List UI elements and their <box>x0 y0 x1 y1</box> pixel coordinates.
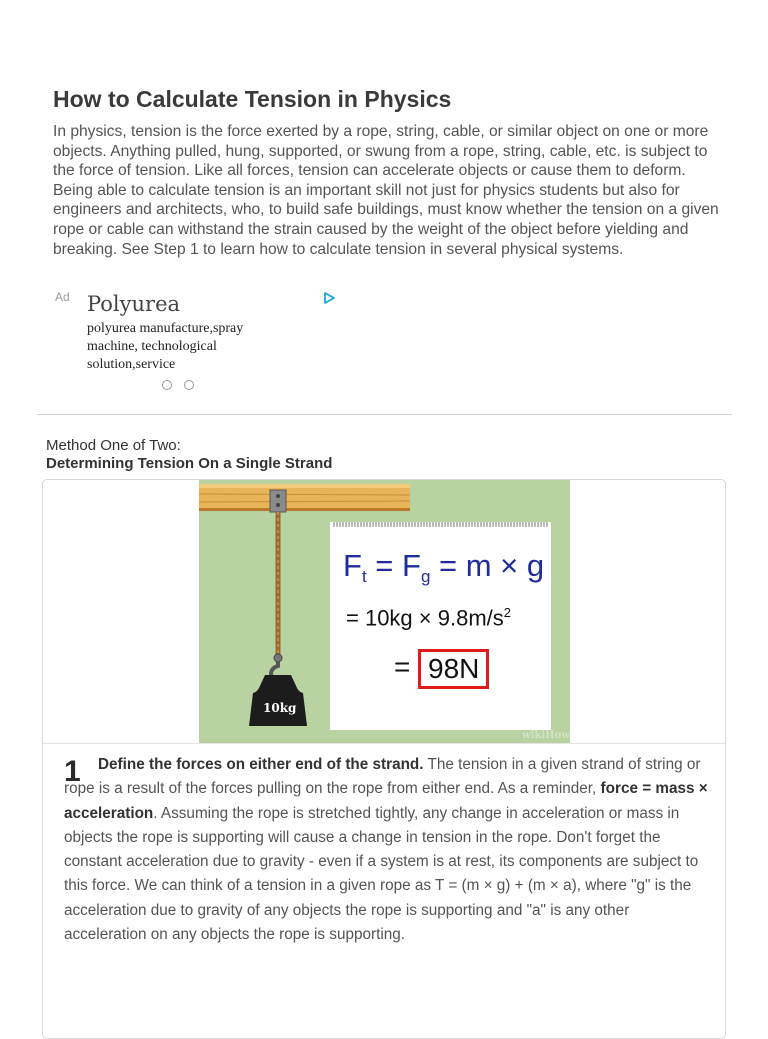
ad-dot[interactable] <box>184 380 194 390</box>
ad-label: Ad <box>55 290 70 304</box>
ad-title[interactable]: Polyurea <box>87 292 181 316</box>
formula-line-3-equals: = <box>394 651 411 682</box>
page-title: How to Calculate Tension in Physics <box>53 86 452 112</box>
wikihow-watermark: wikiHow <box>522 730 570 741</box>
step-text: Define the forces on either end of the strand. The tension in a given strand of string or rope is a result of the forces pulling on the rope from either end. As a reminder, force = mass × acceleration. Assuming the rope is stretched tightly, any change in acceleration or mass in objects the rope is supporting will cause a change in tension in the rope. Don't forget the constant acceleration due to gravity - even if a system is at rest, its components are subject to this force. We can think of a tension in a given rope as T = (m × g) + (m × a), where "g" is the acceleration due to gravity of any objects the rope is supporting and "a" is any other acceleration on any objects the rope is supporting. <box>64 756 708 944</box>
weight-label: 10kg <box>263 701 297 715</box>
formula-answer: 98N <box>418 649 489 689</box>
formula-line-2: = $10kg \times 9.8m/s^2$ <box>346 605 511 631</box>
hook-bracket <box>270 490 286 512</box>
step-bold-inline: force = mass × acceleration <box>64 780 708 822</box>
section-divider <box>37 414 732 415</box>
ad-pagination <box>162 380 194 390</box>
ad-dot[interactable] <box>162 380 172 390</box>
step-illustration[interactable] <box>199 480 570 743</box>
step-bold-lead: Define the forces on either end of the strand. <box>98 756 424 773</box>
formula-line-1: $F_t = F_g = m \times g$ <box>343 548 545 586</box>
method-title: Determining Tension On a Single Strand <box>46 455 333 472</box>
ad-description[interactable]: polyurea manufacture,spray machine, technological solution,service <box>87 321 244 372</box>
step-number: 1 <box>64 755 81 788</box>
intro-paragraph: In physics, tension is the force exerted by a rope, string, cable, or similar object on one or more objects. Anything pulled, hung, supported, or swung from a rope, string, cable, etc. is subject to the force of tension. Like all forces, tension can accelerate objects or cause them to deform. Being able to calculate tension is an important skill not just for physics students but also for engineers and architects, who, to build safe buildings, must know whether the tension on a given rope or cable can withstand the strain caused by the weight of the object before yielding and breaking. See Step 1 to learn how to calculate tension in several physical systems. <box>53 123 719 258</box>
adchoices-play-icon[interactable] <box>322 291 336 305</box>
image-divider <box>43 743 725 744</box>
ad-banner[interactable] <box>54 288 344 398</box>
method-label: Method One of Two: <box>46 437 181 454</box>
